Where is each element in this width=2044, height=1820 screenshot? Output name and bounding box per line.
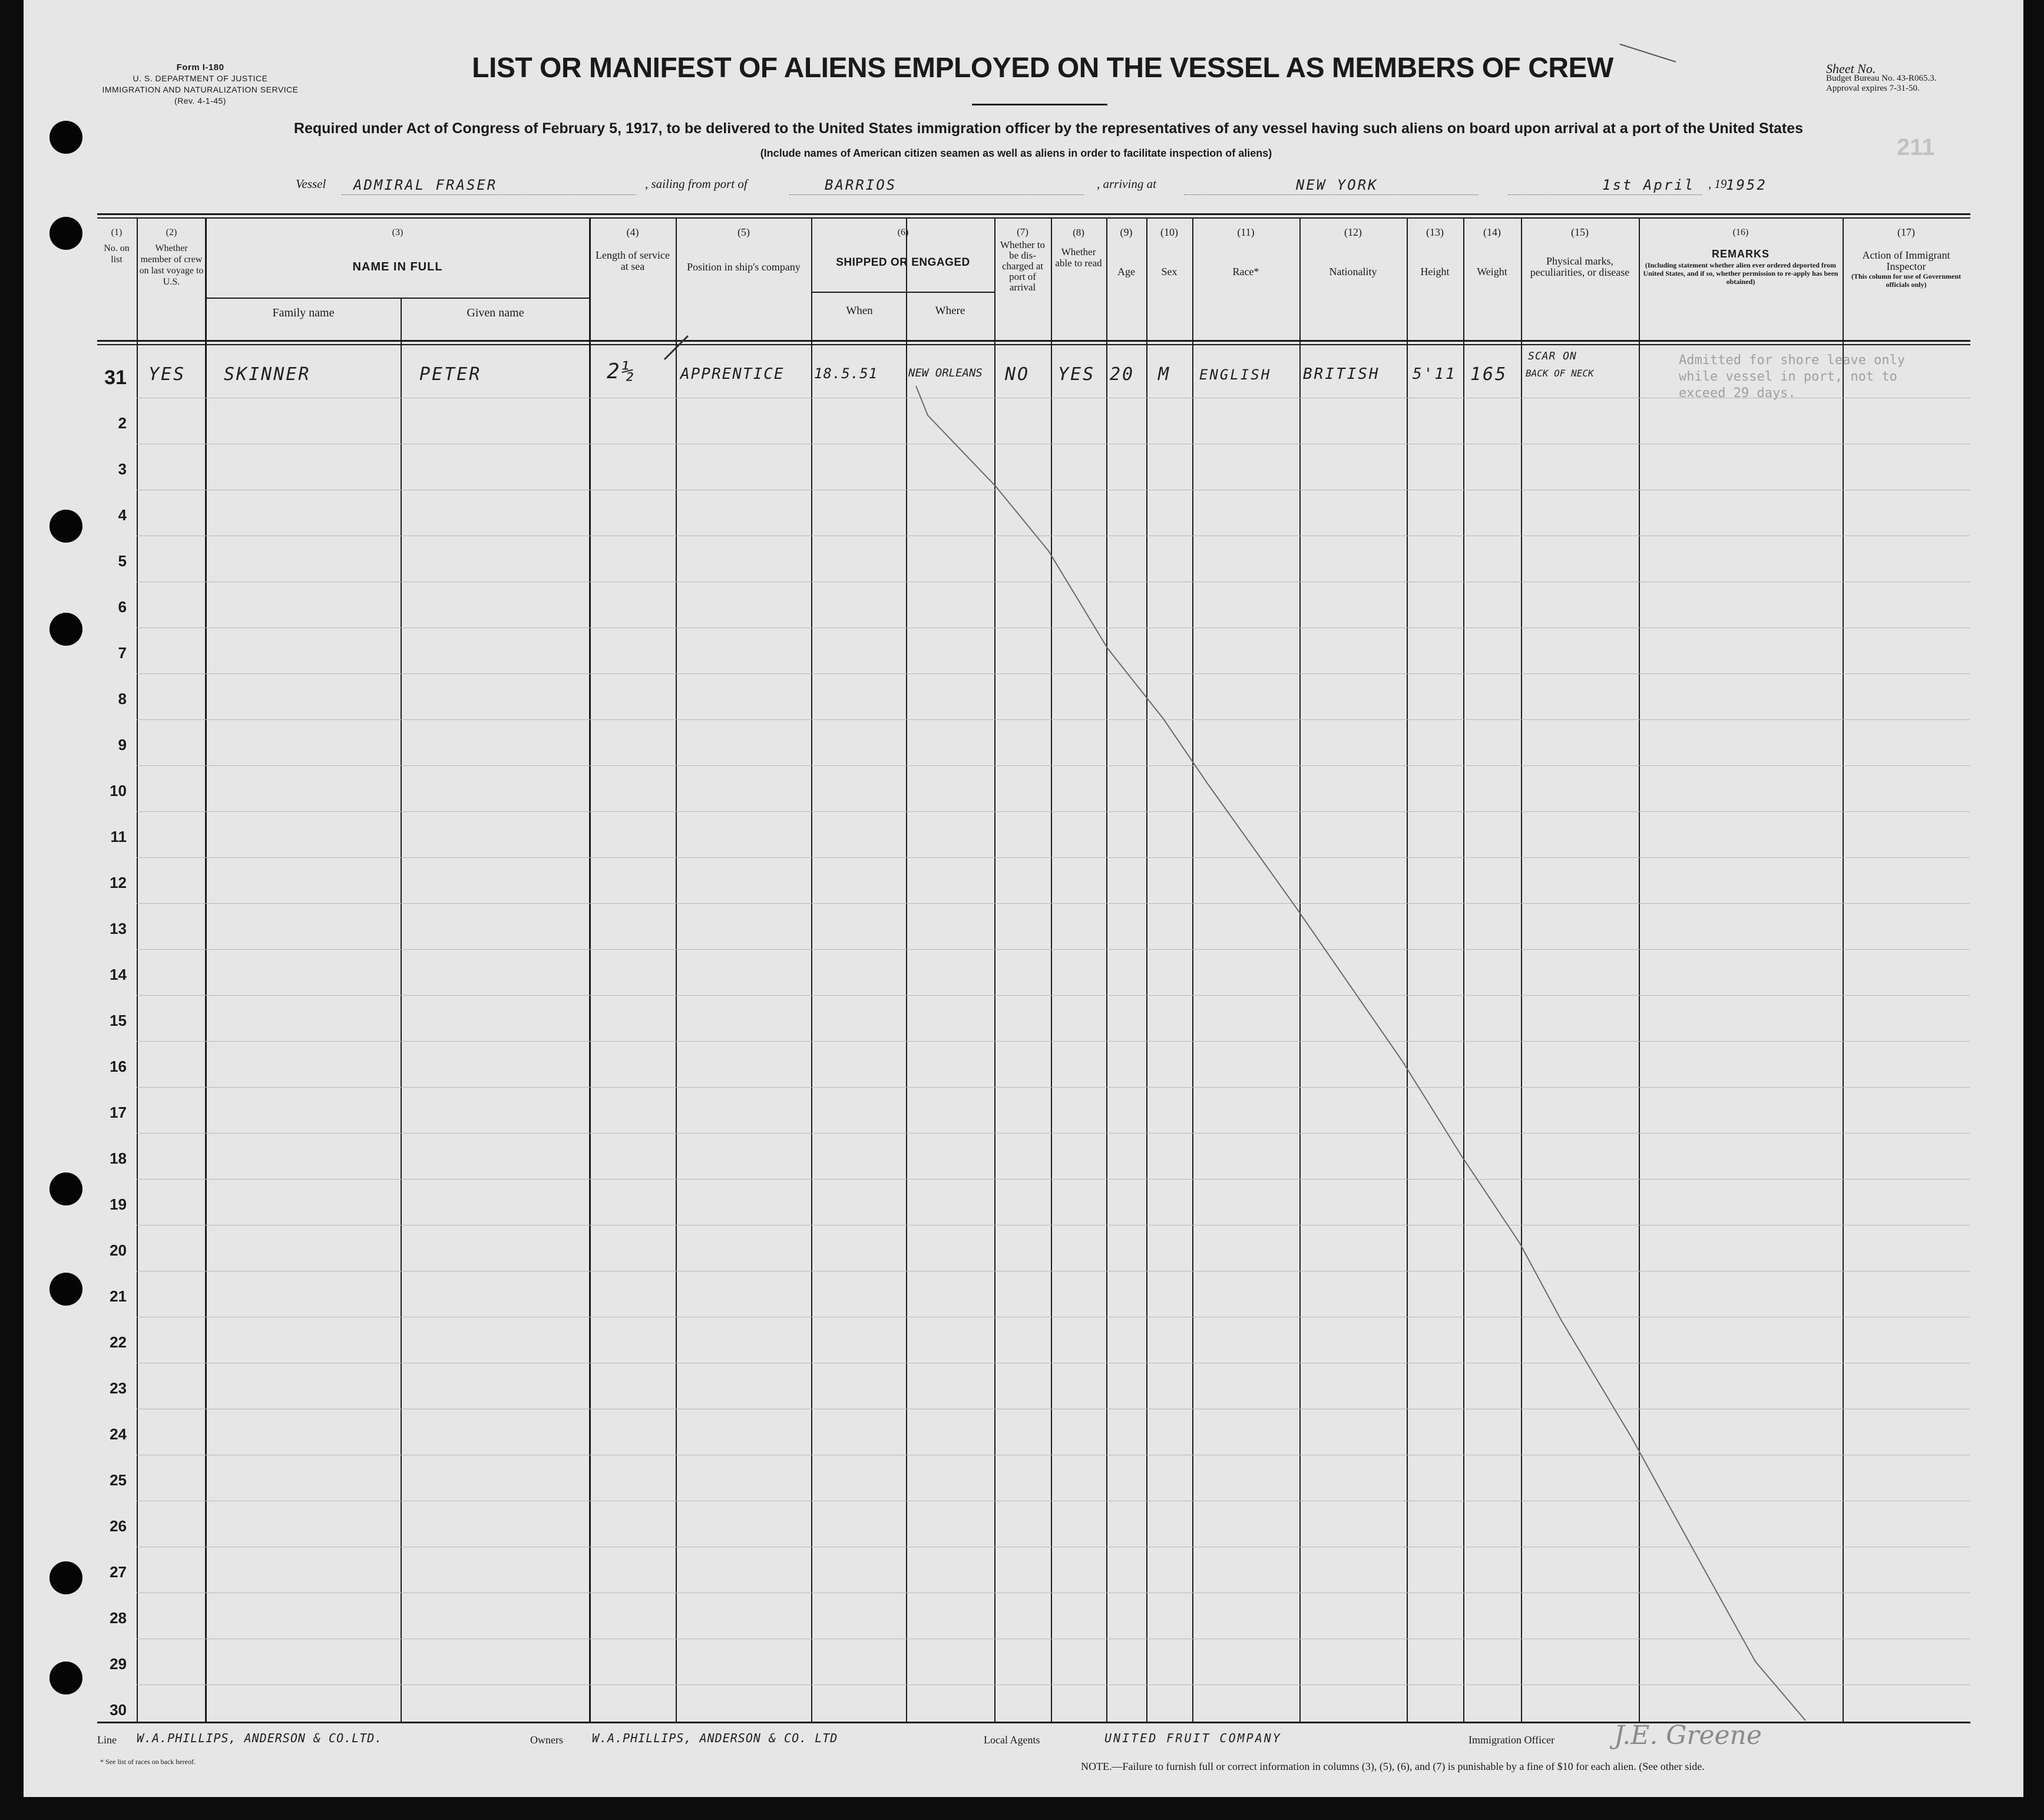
line-label: Line xyxy=(97,1734,117,1746)
row-number: 26 xyxy=(110,1517,127,1535)
row-number: 4 xyxy=(118,506,127,524)
entry-height: 5'11 xyxy=(1413,365,1457,383)
row-number: 21 xyxy=(110,1287,127,1305)
entry-race: ENGLISH xyxy=(1199,366,1272,383)
entry-sex: M xyxy=(1158,364,1171,385)
row-number: 20 xyxy=(110,1241,127,1259)
entry-remarks-1: Admitted for shore leave only xyxy=(1679,353,1906,368)
entry-service-years: 2½ xyxy=(607,359,636,384)
col-number: (17) xyxy=(1897,226,1915,238)
entry-nationality: BRITISH xyxy=(1303,365,1380,383)
col-title: Age xyxy=(1117,266,1135,278)
col-3a-header: Family name xyxy=(272,306,335,319)
row-number: 12 xyxy=(110,874,127,891)
col-number: (13) xyxy=(1426,226,1444,238)
col-note: (This column for use of Government officials only) xyxy=(1851,272,1962,289)
port-from: BARRIOS xyxy=(825,177,897,193)
row-number: 8 xyxy=(118,690,127,708)
col-number: (9) xyxy=(1120,226,1133,238)
page-title: LIST OR MANIFEST OF ALIENS EMPLOYED ON THE VESSEL AS MEMBERS OF CREW xyxy=(472,52,1613,84)
row-number: 14 xyxy=(110,966,127,983)
form-revision: (Rev. 4-1-45) xyxy=(174,96,226,105)
page-subtitle: Required under Act of Congress of February 5, 1917, to be delivered to the United States immigration officer by the representatives of any vessel having such aliens on board upon arrival at a port of the United States xyxy=(293,120,1804,137)
col-note: (Including statement whether alien ever ordered deported from United States, and if so, whether permission to re-apply has been obtained) xyxy=(1643,261,1838,286)
col-title: No. on list xyxy=(104,243,130,265)
entry-discharged: NO xyxy=(1005,364,1030,385)
officer-label: Immigration Officer xyxy=(1468,1734,1555,1746)
sheet-label: Sheet No. xyxy=(1826,61,1876,76)
entry-remarks-3: exceed 29 days. xyxy=(1679,386,1796,401)
page-subnote: (Include names of American citizen seamen as well as aliens in order to facilitate inspection of aliens) xyxy=(760,147,1272,159)
col-title: Action of Immigrant Inspector xyxy=(1862,249,1950,272)
col-number: (7) xyxy=(1017,226,1028,237)
col-number: (3) xyxy=(392,227,403,237)
entry-marks-1: SCAR ON xyxy=(1528,350,1577,362)
row-number: 22 xyxy=(110,1333,127,1351)
row-number: 13 xyxy=(110,920,127,937)
row-number: 10 xyxy=(110,782,127,800)
col-6a-header: When xyxy=(846,305,873,317)
col-number: (1) xyxy=(111,227,123,237)
row-number: 5 xyxy=(118,552,127,570)
row-number: 11 xyxy=(110,828,127,845)
col-3b-header: Given name xyxy=(467,306,524,319)
year-prefix: , 19 xyxy=(1708,177,1727,191)
row-number: 30 xyxy=(110,1701,127,1719)
row-number: 3 xyxy=(118,460,127,478)
service-name: IMMIGRATION AND NATURALIZATION SERVICE xyxy=(102,85,299,94)
port-to: NEW YORK xyxy=(1296,177,1378,193)
col-number: (11) xyxy=(1237,226,1255,238)
row-number: 2 xyxy=(118,414,127,432)
col-title: Length of service at sea xyxy=(596,249,670,272)
col-title: Height xyxy=(1420,266,1450,278)
col-title: REMARKS xyxy=(1711,248,1770,260)
row-number: 9 xyxy=(118,736,127,754)
row-number: 6 xyxy=(118,598,127,616)
entry-family-name: SKINNER xyxy=(224,364,311,385)
col-number: (5) xyxy=(737,226,750,238)
agents-label: Local Agents xyxy=(984,1734,1040,1746)
col-title: Race* xyxy=(1232,266,1259,278)
footnote: * See list of races on back hereof. xyxy=(100,1758,196,1766)
entry-number: 31 xyxy=(104,366,127,389)
col-number: (2) xyxy=(166,227,177,237)
entry-position: APPRENTICE xyxy=(680,365,785,383)
col-number: (15) xyxy=(1571,226,1589,238)
col-number: (12) xyxy=(1344,226,1362,238)
owners-value: W.A.PHILLIPS, ANDERSON & CO. LTD xyxy=(592,1731,838,1745)
penalty-note: NOTE.—Failure to furnish full or correct information in columns (3), (5), (6), and (7) is punishable by a fine of $10 for each alien. (See other side. xyxy=(1081,1760,1705,1772)
col-title: NAME IN FULL xyxy=(352,260,443,273)
row-number: 18 xyxy=(110,1150,127,1167)
entry-able-to-read: YES xyxy=(1058,364,1096,385)
row-number: 15 xyxy=(110,1012,127,1029)
agency-name: U. S. DEPARTMENT OF JUSTICE xyxy=(133,74,268,83)
col-6b-header: Where xyxy=(935,305,965,317)
col-number: (10) xyxy=(1160,226,1178,238)
entry-last-voyage: YES xyxy=(148,364,186,385)
sailing-label: , sailing from port of xyxy=(645,177,748,191)
entry-given-name: PETER xyxy=(419,364,482,385)
row-number: 17 xyxy=(110,1104,127,1121)
officer-signature: J.E. Greene xyxy=(1614,1720,1762,1750)
line-value: W.A.PHILLIPS, ANDERSON & CO.LTD. xyxy=(137,1731,383,1745)
col-title: Whether member of crew on last voyage to U.S. xyxy=(139,243,204,287)
arrival-date: 1st April xyxy=(1602,177,1695,193)
row-number: 7 xyxy=(118,644,127,662)
agents-value: UNITED FRUIT COMPANY xyxy=(1104,1731,1282,1745)
row-number: 16 xyxy=(110,1058,127,1075)
stamped-page-number: 211 xyxy=(1897,134,1935,160)
approval-expiry: Approval expires 7-31-50. xyxy=(1826,84,1920,93)
row-number: 27 xyxy=(110,1563,127,1581)
row-number: 23 xyxy=(110,1379,127,1397)
arriving-label: , arriving at xyxy=(1097,177,1156,191)
form-number: Form I-180 xyxy=(176,62,224,72)
col-title: Weight xyxy=(1477,266,1507,278)
col-number: (6) xyxy=(897,227,909,237)
arrival-year: 1952 xyxy=(1726,177,1767,193)
owners-label: Owners xyxy=(530,1734,563,1746)
row-number: 24 xyxy=(110,1425,127,1443)
entry-age: 20 xyxy=(1110,364,1135,385)
vessel-label: Vessel xyxy=(296,177,326,191)
col-title: SHIPPED OR ENGAGED xyxy=(836,256,970,269)
row-number: 29 xyxy=(110,1655,127,1673)
col-number: (16) xyxy=(1732,227,1749,237)
col-title: Position in ship's company xyxy=(687,261,801,273)
col-title: Whether able to read xyxy=(1055,246,1102,269)
vessel-name: ADMIRAL FRASER xyxy=(353,177,498,193)
entry-shipped-where: NEW ORLEANS xyxy=(908,366,983,379)
col-title: Whether to be dis- charged at port of arrival xyxy=(1000,239,1045,293)
col-title: Nationality xyxy=(1329,266,1377,278)
col-number: (8) xyxy=(1073,227,1084,238)
row-number: 28 xyxy=(110,1609,127,1627)
entry-remarks-2: while vessel in port, not to xyxy=(1679,369,1897,384)
row-number: 19 xyxy=(110,1195,127,1213)
entry-weight: 165 xyxy=(1470,364,1508,385)
col-title: Physical marks, peculiarities, or disease xyxy=(1530,255,1630,278)
entry-shipped-when: 18.5.51 xyxy=(814,365,878,382)
col-number: (14) xyxy=(1483,226,1501,238)
row-number: 25 xyxy=(110,1471,127,1489)
entry-marks-2: BACK OF NECK xyxy=(1526,368,1594,379)
col-title: Sex xyxy=(1161,266,1178,278)
budget-number: Budget Bureau No. 43-R065.3. xyxy=(1826,74,1937,83)
col-number: (4) xyxy=(626,226,639,238)
